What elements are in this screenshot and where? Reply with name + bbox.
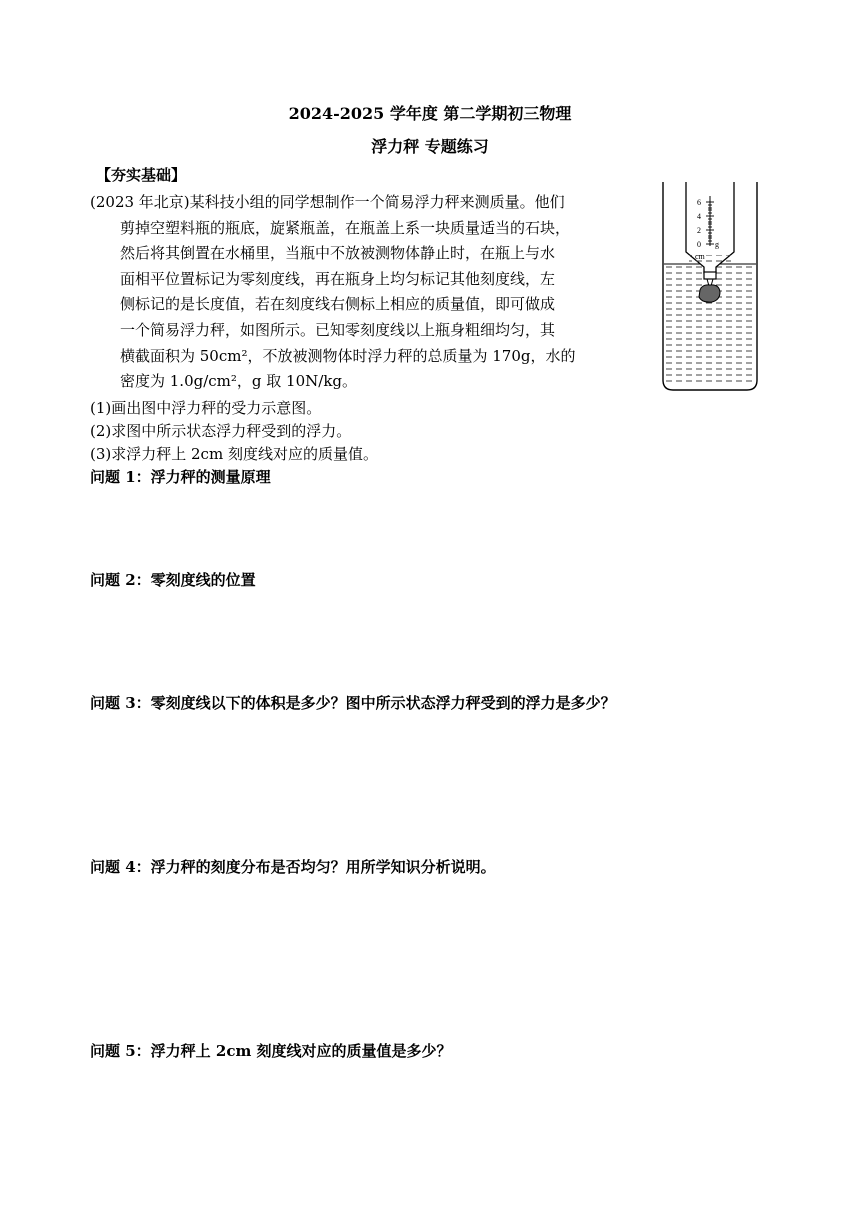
unit-label: cm (695, 252, 705, 261)
question-1: 问题 1：浮力秤的测量原理 (90, 468, 271, 486)
scale-label: g (715, 240, 719, 249)
scale-label: 0 (697, 240, 701, 249)
problem-statement (90, 190, 635, 395)
page-title: 2024-2025 学年度 第二学期初三物理 (288, 104, 572, 123)
problem-line: 剪掉空塑料瓶的瓶底，旋紧瓶盖，在瓶盖上系一块质量适当的石块， (120, 218, 571, 237)
buoyancy-scale-figure (656, 180, 768, 394)
section-label: 【夯实基础】 (96, 166, 187, 184)
problem-line: 面相平位置标记为零刻度线，再在瓶身上均匀标记其他刻度线，左 (120, 269, 556, 288)
question-4: 问题 4：浮力秤的刻度分布是否均匀？用所学知识分析说明。 (90, 858, 496, 876)
question-3: 问题 3：零刻度线以下的体积是多少？图中所示状态浮力秤受到的浮力是多少？ (90, 694, 616, 712)
subquestion-1: (1)画出图中浮力秤的受力示意图。 (90, 399, 322, 417)
scale-label: 4 (697, 212, 701, 221)
water-region (664, 264, 756, 382)
bottle-cap (704, 272, 716, 279)
problem-line: 侧标记的是长度值，若在刻度线右侧标上相应的质量值，即可做成 (120, 295, 556, 314)
scale-label: 2 (697, 226, 701, 235)
problem-line: 横截面积为 50cm²，不放被测物体时浮力秤的总质量为 170g，水的 (120, 346, 576, 365)
subquestion-2: (2)求图中所示状态浮力秤受到的浮力。 (90, 422, 352, 440)
problem-line: 密度为 1.0g/cm²，g 取 10N/kg。 (120, 372, 358, 391)
subquestion-3: (3)求浮力秤上 2cm 刻度线对应的质量值。 (90, 445, 378, 463)
problem-line: 一个简易浮力秤，如图所示。已知零刻度线以上瓶身粗细均匀，其 (120, 320, 556, 339)
stone (699, 285, 720, 302)
problem-line: 然后将其倒置在水桶里，当瓶中不放被测物体静止时，在瓶上与水 (120, 244, 556, 263)
question-5: 问题 5：浮力秤上 2cm 刻度线对应的质量值是多少？ (90, 1042, 452, 1060)
scale-label: 6 (697, 198, 701, 207)
problem-line: (2023 年北京)某科技小组的同学想制作一个简易浮力秤来测质量。他们 (90, 193, 565, 211)
page-subtitle: 浮力秤 专题练习 (371, 137, 489, 156)
question-2: 问题 2：零刻度线的位置 (90, 571, 256, 589)
